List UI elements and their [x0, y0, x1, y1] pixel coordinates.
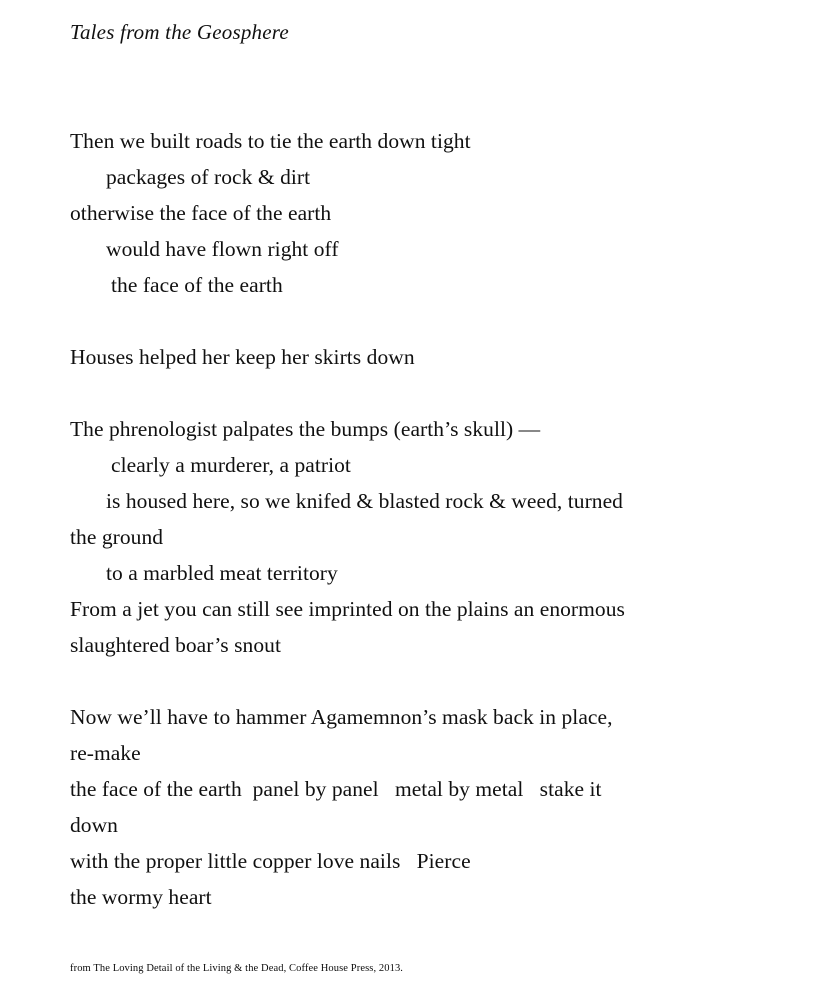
stanza-gap [70, 375, 770, 411]
poem-line: re-make [70, 741, 141, 765]
stanza-gap [70, 303, 770, 339]
poem-line: the face of the earth panel by panel metal by metal stake it [70, 777, 602, 801]
poem-line: From a jet you can still see imprinted on the plains an enormous [70, 597, 625, 621]
poem-line: packages of rock & dirt [106, 165, 311, 189]
source-attribution: from The Loving Detail of the Living & the Dead, Coffee House Press, 2013. [70, 963, 404, 974]
stanza-gap [70, 663, 770, 699]
poem-line: otherwise the face of the earth [70, 201, 332, 225]
poem-line: the ground [70, 525, 164, 549]
poem-line: the face of the earth [111, 273, 283, 297]
poem-line: to a marbled meat territory [106, 561, 338, 585]
poem-line: is housed here, so we knifed & blasted rock & weed, turned [106, 489, 623, 513]
poem-line: with the proper little copper love nails Pierce [70, 849, 471, 873]
poem-line: down [70, 813, 118, 837]
poem-line: The phrenologist palpates the bumps (earth’s skull) — [70, 417, 541, 441]
poem-line: Houses helped her keep her skirts down [70, 345, 415, 369]
page-title: Tales from the Geosphere [70, 20, 289, 44]
poem-line: would have flown right off [106, 237, 339, 261]
poem-line: clearly a murderer, a patriot [111, 453, 351, 477]
poem-body [70, 123, 770, 915]
poem-line: slaughtered boar’s snout [70, 633, 281, 657]
poem-line: the wormy heart [70, 885, 212, 909]
poem-line: Now we’ll have to hammer Agamemnon’s mask back in place, [70, 705, 613, 729]
poem-line: Then we built roads to tie the earth down tight [70, 129, 471, 153]
